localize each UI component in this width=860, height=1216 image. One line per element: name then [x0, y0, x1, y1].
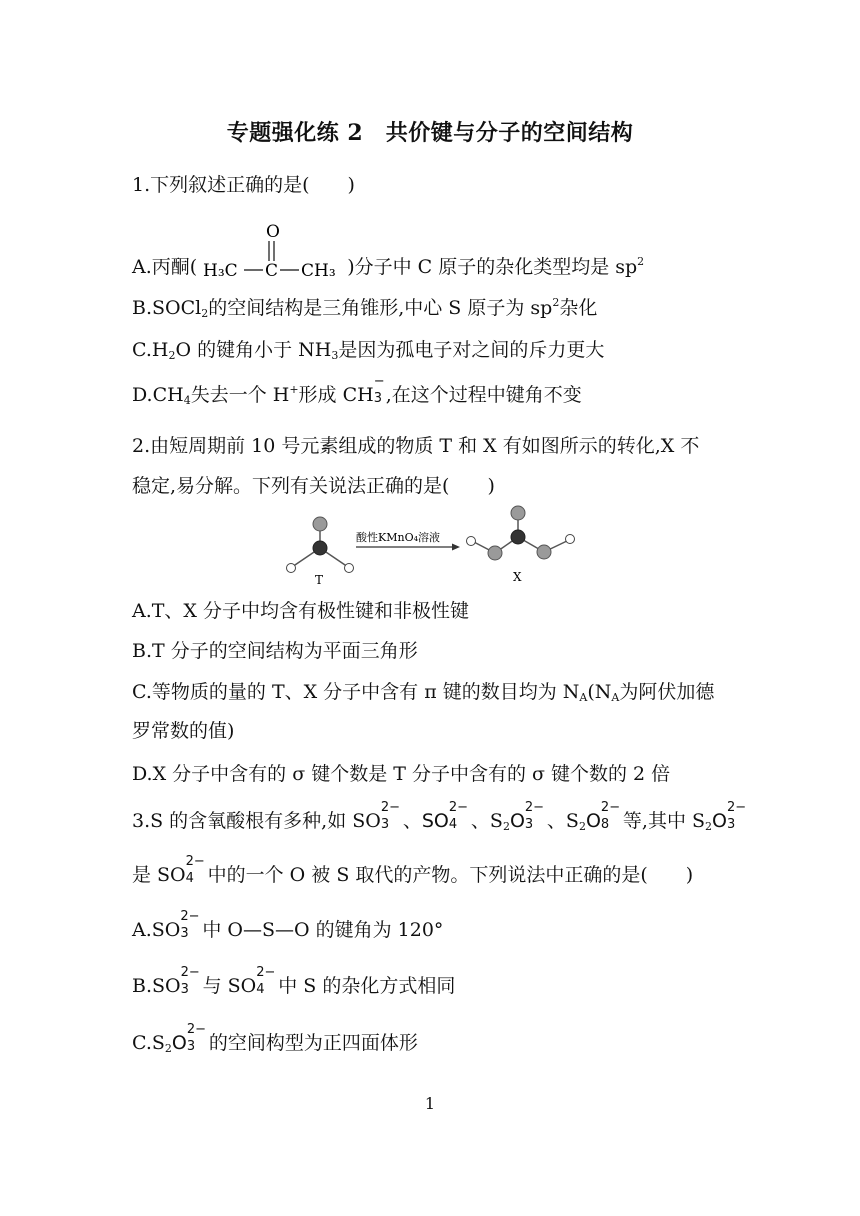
acetone-oxygen: O [266, 222, 281, 242]
q1-option-d: $D.CH_4$失去一个 H+形成 CH − 3 ,在这个过程中键角不变 [132, 374, 582, 407]
t-oxygen-atom [313, 517, 327, 531]
q1-option-b: B.SOCl$_2$的空间结构是三角锥形,中心 S 原子为 $sp^2$杂化 [132, 296, 598, 320]
q1-option-c: $C.H_2O$ 的键角小于 $NH_3$是因为孤电子对之间的斥力更大 [132, 339, 605, 362]
arrow-reagent-label: 酸性KMnO₄溶液 [356, 531, 440, 544]
t-carbon-atom [313, 541, 327, 555]
t-hydrogen-atom [345, 564, 354, 573]
acetone-structure [197, 221, 347, 281]
x-hydrogen-atom [566, 535, 575, 544]
acetone-left-methyl: H₃C [203, 261, 238, 281]
q2-option-c-line1: C.等物质的量的 T、X 分子中含有 π 键的数目均为 $N_A(N_A$为阿伏加德 [132, 681, 715, 704]
x-label: X [513, 570, 522, 584]
q3-option-c: $C.S_2O$ 2− 3 的空间构型为正四面体形 [132, 1022, 418, 1055]
q2-stem-line1: 2.由短周期前 10 号元素组成的物质 T 和 X 有如图所示的转化,X 不 [132, 435, 700, 457]
q2-option-a: A.T、X 分子中均含有极性键和非极性键 [132, 600, 470, 622]
t-hydrogen-atom [287, 564, 296, 573]
q3-stem-line2: 是 SO 2− 4 中的一个 O 被 S 取代的产物。下列说法中正确的是( ) [132, 854, 694, 886]
acetone-carbonyl-carbon: C [265, 261, 279, 281]
x-hydrogen-atom [467, 537, 476, 546]
page-title: 专题强化练 2 共价键与分子的空间结构 [226, 120, 634, 146]
q3-option-b: B.SO 2− 3 与 SO 2− 4 中 S 的杂化方式相同 [132, 965, 456, 997]
q2-option-b: B.T 分子的空间结构为平面三角形 [132, 640, 418, 662]
q3-stem-line1: 3.S 的含氧酸根有多种,如 SO 2− 3 、SO 2− 4 、$S_2O$ 2− 3 、$S_2O$ 2− 8 等,其中 $S_2O$ 2− 3 [132, 800, 747, 833]
t-label: T [315, 573, 324, 587]
page-number: 1 [424, 1094, 436, 1113]
x-oxygen-atom [537, 545, 551, 559]
q3-option-a: A.SO 2− 3 中 O—S—O 的键角为 120° [132, 909, 444, 941]
q2-reaction-figure [280, 503, 580, 587]
q1-stem: 1.下列叙述正确的是( ) [132, 174, 355, 196]
q1-option-a: A.丙酮( O H₃C C CH₃ )分子中 C 原子的杂化类型均是 $sp^2$ [132, 222, 645, 281]
q2-option-d: D.X 分子中含有的 σ 键个数是 T 分子中含有的 σ 键个数的 2 倍 [132, 763, 671, 785]
x-oxygen-atom [488, 546, 502, 560]
acetone-right-methyl: CH₃ [301, 261, 336, 281]
q2-stem-line2: 稳定,易分解。下列有关说法正确的是( ) [132, 475, 495, 497]
x-carbon-atom [511, 530, 525, 544]
q2-option-c-line2: 罗常数的值) [132, 720, 235, 742]
x-oxygen-atom [511, 506, 525, 520]
